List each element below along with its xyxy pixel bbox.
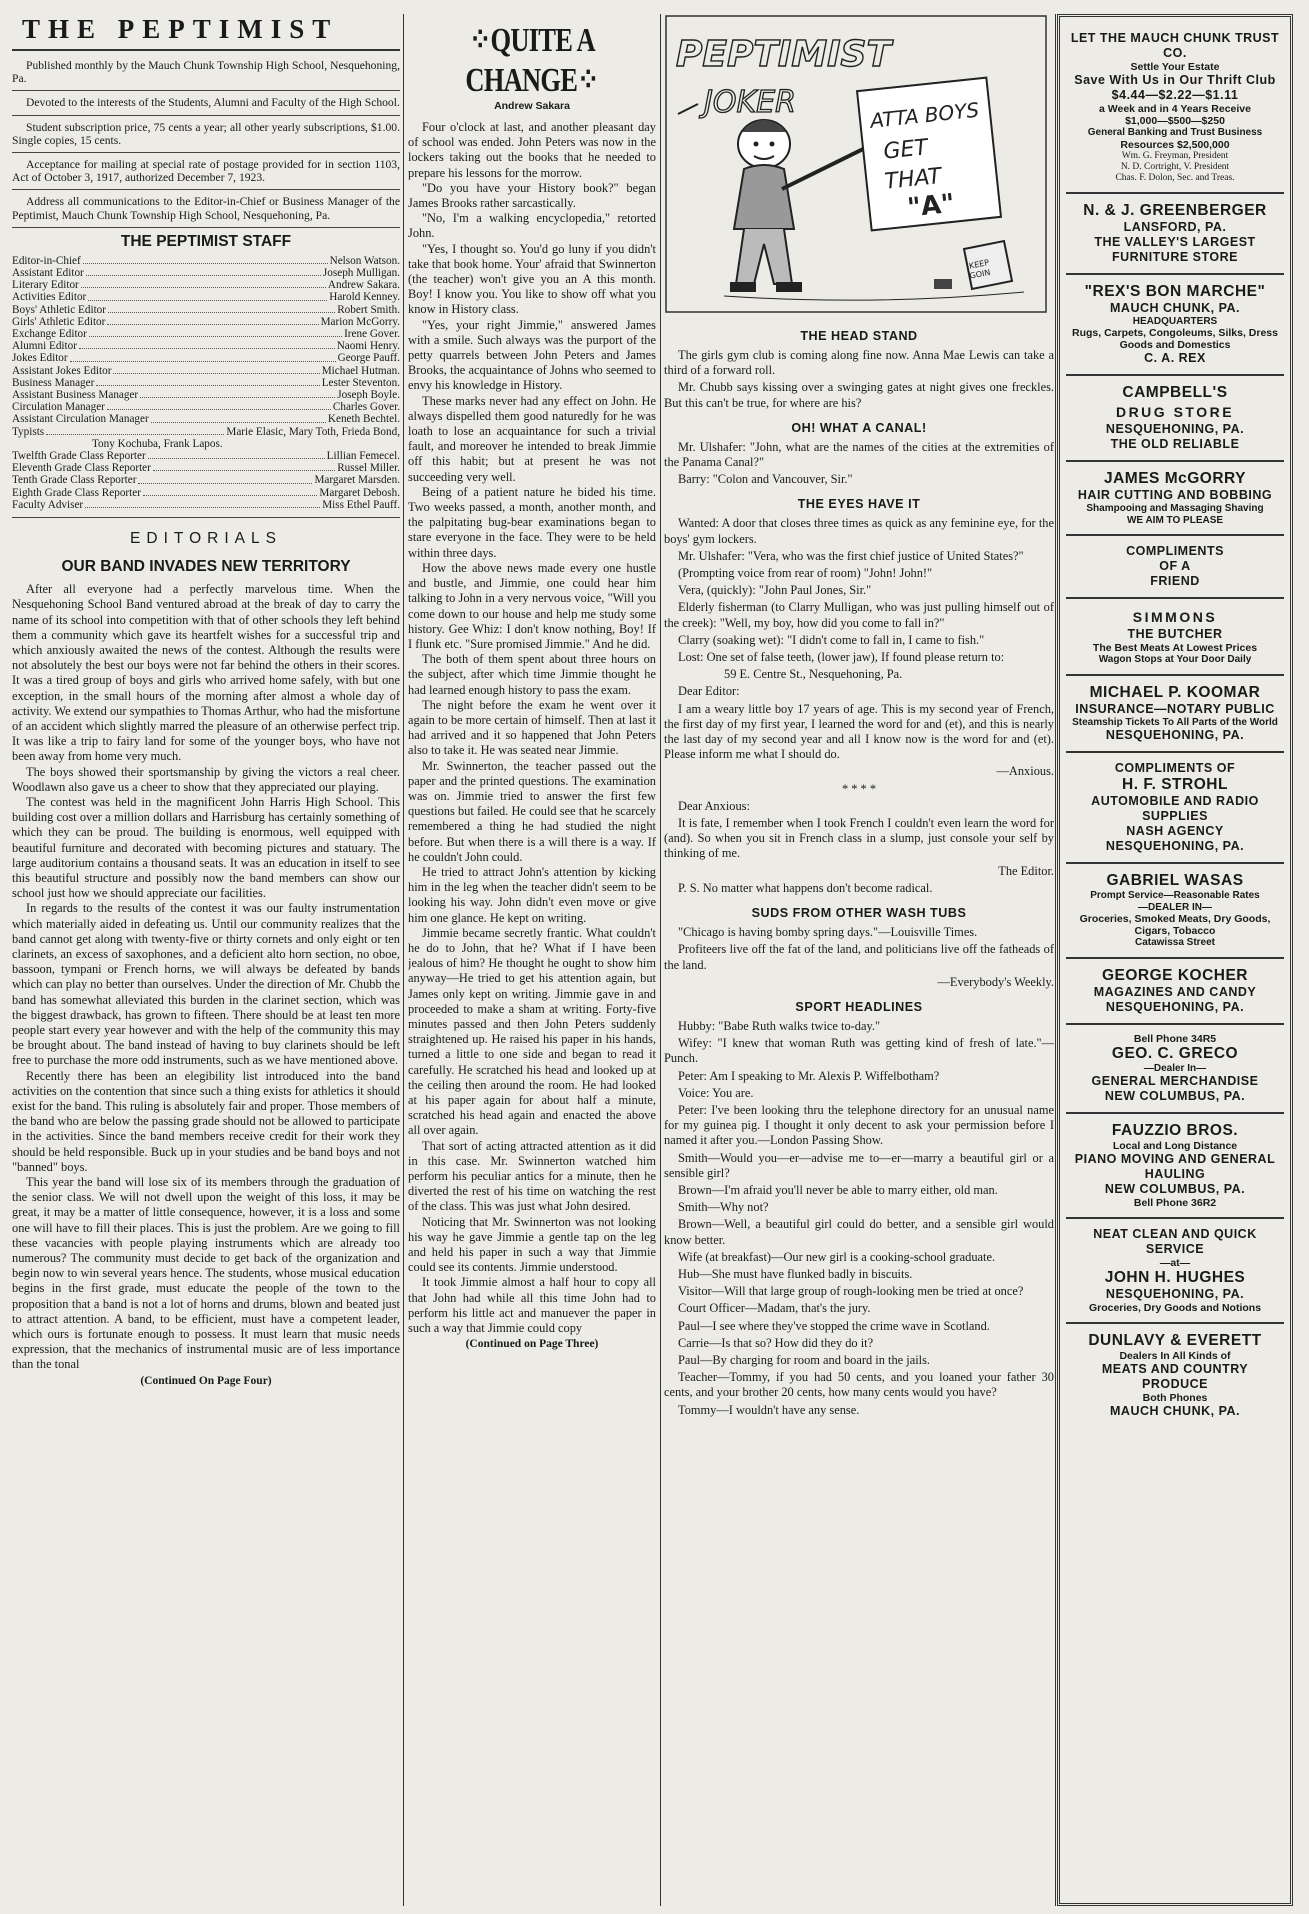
staff-leader: [140, 397, 335, 398]
ad-line: INSURANCE—NOTARY PUBLIC: [1075, 701, 1275, 716]
jokes-heading: THE HEAD STAND: [800, 329, 918, 343]
svg-text:GOIN: GOIN: [968, 267, 992, 281]
staff-name: Miss Ethel Pauff.: [322, 498, 400, 511]
ad-line: OF A: [1159, 559, 1191, 573]
ad-greenberger: [1066, 192, 1284, 273]
staff-role: Girls' Athletic Editor: [12, 315, 106, 328]
ad-line: FURNITURE STORE: [1111, 249, 1239, 264]
story-paragraph: He tried to attract John's attention by kicking him in the leg when the teacher didn't seem to be looking his way. John didn't even move or give him one glance. He kept on writing.: [408, 864, 656, 925]
staff-heading: THE PEPTIMIST STAFF: [120, 232, 292, 250]
ad-line: Save With Us in Our Thrift Club: [1074, 73, 1276, 87]
joker-cartoon: [664, 14, 1048, 314]
ad-koomar: [1066, 674, 1284, 752]
postage-note: Acceptance for mailing at special rate of postage provided for in section 1103, Act of October 3, 1917, authorized December 7, 1923.: [12, 158, 400, 185]
staff-name: Robert Smith.: [337, 303, 400, 316]
story-paragraph: The both of them spent about three hours on the subject, after which time Jimmie thought he had learned enough history to pass the exam.: [408, 652, 656, 697]
joke-line: Lost: One set of false teeth, (lower jaw), If found please return to:: [678, 650, 1005, 665]
staff-name: Tony Kochuba, Frank Lapos.: [92, 437, 223, 450]
staff-name: Lester Steventon.: [321, 376, 400, 389]
column-jokes: [664, 14, 1054, 1906]
staff-name: Irene Gover.: [344, 328, 400, 341]
ad-line: NESQUEHONING, PA.: [1105, 839, 1245, 853]
staff-row: [12, 352, 400, 364]
staff-leader: [138, 483, 312, 484]
ad-line: THE BUTCHER: [1127, 627, 1223, 641]
staff-name: Joseph Mulligan.: [322, 267, 400, 280]
editorial-paragraph: After all everyone had a perfectly marvelous time. When the Nesquehoning School Band ventured abroad at the break of day to carry the name of its school into competition with that of other schools they left behind them a community which gave its heartfelt wishes for a successful trip and which anxiously awaited the news of the contest. Although the results were not absolutely the best our boys were not far behind the others in their scores. It was a tired group of boys and girls who arrived home safely, with but one exception, in the small hours of the morning after almost a whole day of activity. We extend our sympathies to Thomas Arthur, who had the misfortune of an accident which slightly marred the pleasure of an otherwise perfect trip. It was like a trip to fairy land for some of the younger boys, who have not been away from home very much.: [12, 582, 400, 764]
masthead-info: [12, 59, 400, 222]
column-story: [408, 14, 656, 1906]
story-paragraph: "Yes, your right Jimmie," answered James with a smile. Such always was the purport of the petty quarrels between John Peters and James Brooks, the acquaintance of Johns who seemed to envy his knowledge in History.: [408, 317, 656, 393]
joke-line: Brown—Well, a beautiful girl could do better, and a sensible girl would know better.: [664, 1217, 1054, 1247]
ad-simmons: [1066, 597, 1284, 674]
ad-line: AUTOMOBILE AND RADIO SUPPLIES: [1091, 794, 1259, 823]
staff-leader: [85, 507, 320, 508]
staff-name: Charles Gover.: [332, 401, 400, 414]
joke-line: Voice: You are.: [678, 1085, 754, 1100]
joke-line: Wifey: "I knew that woman Ruth was getting kind of fresh of late."—Punch.: [664, 1036, 1054, 1066]
ad-friend: [1066, 534, 1284, 597]
ad-trust: [1066, 23, 1284, 192]
joke-line: Dear Anxious:: [678, 798, 750, 813]
ad-dunlavy: [1066, 1322, 1284, 1427]
ad-line: $4.44—$2.22—$1.11: [1111, 88, 1239, 102]
publication-note: Published monthly by the Mauch Chunk Township High School, Nesquehoning, Pa.: [12, 59, 400, 86]
staff-leader: [81, 287, 326, 288]
staff-name: Nelson Watson.: [329, 254, 400, 267]
staff-leader: [151, 422, 326, 423]
joke-line: Tommy—I wouldn't have any sense.: [678, 1402, 860, 1417]
ad-line: FAUZZIO BROS.: [1111, 1122, 1239, 1139]
joke-line: I am a weary little boy 17 years of age. This is my second year of French, the first day of my first year, I learned the word for and (et), and this is nearly the last day of my second year and all I know now is the word for and (et). Please inform me what I should do.: [664, 701, 1054, 762]
joke-line: Teacher—Tommy, if you had 50 cents, and you loaned your father 30 cents, and your brother 20 cents, how many cents would you have?: [664, 1370, 1054, 1400]
joke-line: Paul—I see where they've stopped the crime wave in Scotland.: [678, 1318, 990, 1333]
joke-line: Dear Editor:: [678, 684, 740, 699]
joke-line: "Chicago is having bomby spring days."—Louisville Times.: [678, 925, 978, 940]
staff-list: [12, 255, 400, 511]
staff-name: Marion McGorry.: [320, 315, 400, 328]
staff-row: [12, 340, 400, 352]
staff-leader: [86, 275, 321, 276]
ad-line: C. A. REX: [1144, 351, 1206, 365]
joke-line: Visitor—Will that large group of rough-looking men be tried at once?: [678, 1284, 1024, 1299]
ad-line: —Dealer In—: [1143, 1062, 1207, 1074]
joke-line: P. S. No matter what happens don't become radical.: [678, 880, 933, 895]
ad-line: Local and Long Distance: [1112, 1140, 1238, 1152]
staff-leader: [143, 495, 317, 496]
ad-line: PIANO MOVING AND GENERAL HAULING: [1074, 1152, 1276, 1181]
column-masthead-editorials: [12, 14, 400, 1906]
ad-line: FRIEND: [1150, 574, 1200, 588]
joke-line: Clarry (soaking wet): "I didn't come to fall in, I came to fish.": [678, 632, 985, 647]
joke-heading: OH! WHAT A CANAL!: [791, 420, 927, 435]
joke-line: Mr. Ulshafer: "John, what are the names of the cities at the extremities of the Panama Canal?": [664, 439, 1054, 470]
joke-line: Carrie—Is that so? How did they do it?: [678, 1335, 874, 1350]
staff-name: Naomi Henry.: [336, 340, 400, 353]
staff-role: Assistant Jokes Editor: [12, 364, 112, 377]
editorial-paragraph: In regards to the results of the contest it was our faulty instrumentation which materially aided in defeating us. Until our community realizes that the band cannot get along with twenty-five or thirty cornets and only eight or ten clarinets, an excess of saxophones, and a deficient alto horn section, no oboe, bassoon, tympani or French horns, we will always be defeated by bands which can play no better than ourselves. Under the direction of Mr. Chubb the band has somewhat alleviated this burden in the clarinet section, which was the biggest drawback, has grown to fifteen. There should be at least ten more people start every year however and with the help of the community this may be brought about. The band instead of having to buy clarinets should be left free to purchase the more odd instruments, such as we have mentioned above.: [12, 901, 400, 1068]
staff-role: Exchange Editor: [12, 328, 87, 341]
staff-role: Editor-in-Chief: [12, 254, 81, 267]
ad-line: Wm. G. Freyman, President: [1121, 150, 1229, 161]
ad-line: NESQUEHONING, PA.: [1105, 728, 1245, 742]
ad-line: NESQUEHONING, PA.: [1105, 1287, 1245, 1301]
advertisements: [1057, 14, 1293, 1906]
story-title: ⁘QUITE A CHANGE⁘: [465, 22, 599, 99]
ad-line: NESQUEHONING, PA.: [1105, 422, 1245, 436]
ad-line: NEW COLUMBUS, PA.: [1104, 1089, 1246, 1103]
staff-row: [12, 328, 400, 340]
ad-line: THE OLD RELIABLE: [1110, 437, 1240, 451]
cartoon-title: PEPTIMIST: [676, 34, 892, 75]
address-note: Address all communications to the Editor-in-Chief or Business Manager of the Peptimist, Mauch Chunk Township High School, Nesquehoning, Pa.: [12, 195, 400, 222]
story-paragraph: "No, I'm a walking encyclopedia," retorted John.: [408, 211, 656, 241]
joke-line: —Anxious.: [996, 764, 1054, 779]
joke-heading: SPORT HEADLINES: [795, 999, 923, 1014]
staff-row: [12, 438, 400, 450]
staff-row: [12, 255, 400, 267]
ad-line: N. & J. GREENBERGER: [1083, 201, 1267, 219]
staff-row: [12, 462, 400, 474]
joke-line: Elderly fisherman (to Clarry Mulligan, who was just pulling himself out of the creek): "Well, my boy, how did you come to fall in?": [664, 600, 1054, 630]
story-paragraph: "Do you have your History book?" began James Brooks rather sarcastically.: [408, 180, 656, 211]
ad-line: SIMMONS: [1132, 609, 1218, 625]
staff-role: Assistant Circulation Manager: [12, 413, 149, 426]
staff-name: George Pauff.: [337, 352, 400, 365]
staff-role: Boys' Athletic Editor: [12, 303, 106, 316]
story-body: [408, 120, 656, 1336]
story-paragraph: How the above news made every one hustle and bustle, and Jimmie, one could hear him talking to John in a very nervous voice, "Will you come down to our house and help me study some history. Gee Whiz: I don't know nothing, Boy! If I flunk etc. "Sure promised Jimmie." And he did.: [408, 560, 656, 651]
ad-line: GABRIEL WASAS: [1106, 872, 1244, 889]
ad-wasas: [1066, 862, 1284, 957]
joke-line: Brown—I'm afraid you'll never be able to marry either, old man.: [678, 1182, 998, 1197]
staff-name: Michael Hutman.: [321, 364, 400, 377]
editorial-paragraph: Recently there has been an elegibility list introduced into the band activities on the contention that since such a thing exists for athletics it should exist for the band. This ruling is absolutely fair and proper. Those members of the band who are below the passing grade should not be allowed to participate in the activities. Since the band members receive credit for their work they should be held responsible. Buck up in your studies and be band boys and not "banned" boys.: [12, 1068, 400, 1174]
staff-row: [12, 316, 400, 328]
ad-line: General Banking and Trust Business: [1087, 127, 1263, 138]
staff-leader: [107, 409, 331, 410]
staff-role: Business Manager: [12, 376, 95, 389]
ad-line: Rugs, Carpets, Congoleums, Silks, Dress Goods and Domestics: [1072, 327, 1278, 351]
joke-heading: THE EYES HAVE IT: [797, 497, 921, 512]
story-paragraph: It took Jimmie almost a half hour to copy all that John had while all this time John had to perform his little act and manuever the paper in such a way that Jimmie could copy: [408, 1275, 656, 1336]
ad-line: —DEALER IN—: [1138, 901, 1212, 913]
svg-text:KEEP: KEEP: [968, 258, 990, 271]
story-continued: (Continued on Page Three): [465, 1338, 599, 1351]
subscription-note: Student subscription price, 75 cents a year; all other yearly subscriptions, $1.00. Single copies, 15 cents.: [12, 120, 400, 147]
staff-row: [12, 267, 400, 279]
joke-line: Paul—By charging for room and board in the jails.: [678, 1352, 931, 1367]
ad-line: HEADQUARTERS: [1132, 315, 1218, 327]
ad-line: JAMES McGORRY: [1103, 470, 1246, 487]
ad-line: —at—: [1159, 1257, 1191, 1269]
story-paragraph: Jimmie became secretly frantic. What couldn't he do to John, that he? What if I have been jealous of him? He thought he ought to show him anyway—He tried to get his attention again, but James only kept on writing. Jimmie gave in and proceeded to make a sham at writing. Forty-five minutes passed and then John Peters suddenly straightened up. He raised his paper in his hands, turned a little to one side and began to read it carefully. He scratched his head and looked up at the ceiling then around the room. He had looked at his paper again for about half a minute, scratched his head again and enacted the above all over again.: [408, 925, 656, 1138]
ad-line: NASH AGENCY: [1126, 824, 1224, 838]
ad-line: GENERAL MERCHANDISE: [1091, 1074, 1259, 1088]
ad-line: JOHN H. HUGHES: [1104, 1269, 1246, 1286]
staff-role: Eleventh Grade Class Reporter: [12, 462, 151, 475]
ad-line: MICHAEL P. KOOMAR: [1089, 683, 1261, 701]
ad-line: CAMPBELL'S: [1122, 384, 1228, 401]
staff-role: Tenth Grade Class Reporter: [12, 474, 137, 487]
ad-line: Resources $2,500,000: [1120, 138, 1230, 151]
svg-text:ATTA BOYS: ATTA BOYS: [868, 97, 981, 133]
ad-line: HAIR CUTTING AND BOBBING: [1077, 488, 1273, 502]
staff-name: Harold Kenney.: [329, 291, 400, 304]
joke-line: Peter: I've been looking thru the telephone directory for an unusual name for my guinea pig. I thought it only decent to ask your permission before I named it after you.—London Passing Show.: [664, 1102, 1054, 1148]
ad-line: $1,000—$500—$250: [1125, 115, 1225, 127]
story-paragraph: "Yes, I thought so. You'd go luny if you didn't take that book home. Your' afraid that Swinnerton (the teacher) won't give you an A this month. Boy! I know you. You like to show off what you know in History class.: [408, 241, 656, 317]
ad-line: Settle Your Estate: [1130, 61, 1220, 73]
ad-line: N. D. Cortright, V. President: [1120, 161, 1230, 172]
ad-line: NESQUEHONING, PA.: [1105, 999, 1245, 1014]
staff-row: [12, 389, 400, 401]
editorial-paragraph: The boys showed their sportsmanship by giving the victors a real cheer. Woodlawn also gave us a cheer to show that they appreciated our playing.: [12, 764, 400, 794]
joke-line: Smith—Why not?: [678, 1200, 769, 1215]
staff-leader: [148, 458, 325, 459]
staff-name: Joseph Boyle.: [337, 389, 400, 402]
ad-line: Bell Phone 36R2: [1133, 1197, 1217, 1209]
joke-line: It is fate, I remember when I took French I couldn't even learn the word for (and). So when you sit in French class in a slump, just console your self by thinking of me.: [664, 816, 1054, 861]
ad-line: THE VALLEY'S LARGEST: [1094, 234, 1256, 249]
staff-row: [12, 401, 400, 413]
editorial-paragraph: The contest was held in the magnificent John Harris High School. This building cost over a million dollars and Harrisburg has certainly something of which they can be proud. The building is enormous, well equipped with beautiful furniture and decorated with becoming pictures and statuary. The large auditorium contains a thousand seats. It was an education in itself to see this beautiful structure and possibly now the band members can show our school just how we should appreciate our facilities.: [12, 794, 400, 901]
ad-line: a Week and in 4 Years Receive: [1099, 103, 1251, 115]
column-ads: [1057, 14, 1293, 1906]
staff-role: Circulation Manager: [12, 401, 105, 414]
ad-line: Chas. F. Dolon, Sec. and Treas.: [1115, 172, 1235, 183]
editorial-continued: (Continued On Page Four): [140, 1374, 272, 1387]
staff-leader: [88, 300, 327, 301]
joke-line: * * * *: [841, 781, 877, 796]
ad-line: Groceries, Smoked Meats, Dry Goods, Cigars, Tobacco: [1079, 913, 1271, 937]
svg-text:THAT: THAT: [883, 163, 943, 195]
ad-line: Shampooing and Massaging Shaving: [1086, 503, 1264, 514]
staff-name: Lillian Femecel.: [326, 450, 400, 463]
joke-line: (Prompting voice from rear of room) "John! John!": [678, 566, 933, 581]
staff-role: Literary Editor: [12, 279, 79, 292]
staff-leader: [108, 312, 335, 313]
ad-line: COMPLIMENTS OF: [1114, 761, 1236, 775]
staff-role: Alumni Editor: [12, 340, 77, 353]
joke-line: 59 E. Centre St., Nesquehoning, Pa.: [724, 667, 903, 682]
ad-line: H. F. STROHL: [1122, 776, 1228, 793]
masthead-title: THE PEPTIMIST: [12, 14, 400, 51]
staff-row: [12, 426, 400, 438]
ad-line: The Best Meats At Lowest Prices: [1092, 642, 1258, 654]
staff-role: Faculty Adviser: [12, 498, 84, 511]
joke-line: Vera, (quickly): "John Paul Jones, Sir.": [678, 583, 872, 598]
ad-campbell: [1066, 374, 1284, 460]
editorial-title: OUR BAND INVADES NEW TERRITORY: [61, 558, 351, 576]
staff-leader: [96, 385, 319, 386]
ad-kocher: [1066, 957, 1284, 1023]
staff-row: [12, 450, 400, 462]
ad-line: MAUCH CHUNK, PA.: [1110, 300, 1240, 315]
story-paragraph: Being of a patient nature he bided his time. Two weeks passed, a month, another month, and the palpitating bug-bear examinations began to stare everyone in the face. They were to be held within three days.: [408, 484, 656, 560]
ad-fauzzio: [1066, 1112, 1284, 1217]
sign-board-icon: [857, 78, 1001, 231]
ad-line: Catawissa Street: [1134, 937, 1216, 948]
story-paragraph: The night before the exam he went over it again to be more certain of himself. Then at last it had arrived and it so happened that John Peters also to take it. He was seated near Jimmie.: [408, 697, 656, 758]
ad-rex: [1066, 273, 1284, 375]
ad-line: LET THE MAUCH CHUNK TRUST CO.: [1070, 31, 1280, 60]
staff-role: Assistant Business Manager: [12, 389, 139, 402]
joke-line: Hubby: "Babe Ruth walks twice to-day.": [678, 1018, 881, 1033]
staff-leader: [46, 434, 224, 435]
staff-leader: [107, 324, 318, 325]
ad-line: MAGAZINES AND CANDY: [1093, 984, 1257, 999]
staff-role: Twelfth Grade Class Reporter: [12, 450, 146, 463]
joke-line: Mr. Ulshafer: "Vera, who was the first chief justice of United States?": [678, 548, 1024, 563]
ad-line: WE AIM TO PLEASE: [1126, 514, 1224, 526]
joke-line: Peter: Am I speaking to Mr. Alexis P. Wiffelbotham?: [678, 1068, 940, 1083]
svg-text:GET: GET: [882, 135, 930, 165]
staff-name: Keneth Bechtel.: [327, 413, 400, 426]
staff-name: Marie Elasic, Mary Toth, Frieda Bond,: [226, 425, 400, 438]
ad-line: NEW COLUMBUS, PA.: [1104, 1182, 1246, 1196]
staff-row: [12, 291, 400, 303]
story-paragraph: Four o'clock at last, and another pleasant day of school was ended. John Peters was now in the lockers taking out the books that he needed to prepare his lessons for the morrow.: [408, 120, 656, 180]
ad-line: NEAT CLEAN AND QUICK SERVICE: [1093, 1227, 1257, 1256]
staff-row: [12, 474, 400, 486]
editorial-body: [12, 582, 400, 1373]
staff-row: [12, 377, 400, 389]
joke-line: Barry: "Colon and Vancouver, Sir.": [678, 472, 853, 487]
story-paragraph: Noticing that Mr. Swinnerton was not looking his way he gave Jimmie a gentle tap on the leg and held his paper in such a way that Jimmie could see its contents. Jimmie understood.: [408, 1214, 656, 1275]
editorial-paragraph: This year the band will lose six of its members through the graduation of the senior class. We will not dwell upon the weight of this loss, it may be great, it may be a matter of little consequence, however, it is a loss and some one will have to fill their places. This is just the problem. Are we going to fill these vacancies with people playing instruments which are already too numerous? The community must decide to get back of the organization and begin now to win several years hence. The students, whose musical education begins in the first grade, must educate the people of the town to the proposition that a band is not a lot of horns and drums, blown and beated just to attract attention. A band, to be efficient, must have a competent leader, which ours is fortunate enough to possess. It must learn that music needs expression, that the mechanics of instrumental music are of less importance than the tonal: [12, 1175, 400, 1372]
joke-line: Profiteers live off the fat of the land, and politicians live off the fatheads of the land.: [664, 942, 1054, 972]
ad-line: Both Phones: [1142, 1392, 1208, 1404]
staff-leader: [70, 361, 336, 362]
joke-heading: SUDS FROM OTHER WASH TUBS: [751, 906, 967, 921]
staff-row: [12, 499, 400, 511]
ad-line: COMPLIMENTS: [1126, 544, 1224, 558]
ad-line: GEORGE KOCHER: [1101, 966, 1248, 984]
ad-line: "REX'S BON MARCHE": [1084, 282, 1266, 300]
cartoon-subtitle: JOKER: [704, 85, 796, 120]
joke-line: Smith—Would you—er—advise me to—er—marry a beautiful girl or a sensible girl?: [664, 1150, 1054, 1180]
ad-line: Prompt Service—Reasonable Rates: [1090, 890, 1260, 901]
joke-line: Hub—She must have flunked badly in biscuits.: [678, 1266, 913, 1281]
staff-role: Assistant Editor: [12, 267, 84, 280]
staff-role: Jokes Editor: [12, 352, 68, 365]
ad-line: Bell Phone 34R5: [1133, 1032, 1217, 1045]
joke-line: Mr. Chubb says kissing over a swinging gates at night gives one freckles. But this can't be true, for where are his?: [664, 380, 1054, 410]
ad-line: MEATS AND COUNTRY PRODUCE: [1101, 1362, 1249, 1391]
staff-role: Activities Editor: [12, 291, 87, 304]
staff-row: [12, 487, 400, 499]
ad-line: LANSFORD, PA.: [1123, 219, 1227, 234]
ad-mcgorry: [1066, 460, 1284, 534]
ad-line: MAUCH CHUNK, PA.: [1110, 1404, 1240, 1418]
staff-leader: [153, 470, 335, 471]
staff-row: [12, 304, 400, 316]
jokes-section: [664, 329, 1054, 1418]
story-paragraph: That sort of acting attracted attention as it did in this case. Mr. Swinnerton watched him perform his peculiar antics for a minute, then he diverted the rest of his time on watching the rest of the class. This was just what John desired.: [408, 1138, 656, 1214]
editorials-heading: EDITORIALS: [130, 530, 282, 548]
ad-line: DUNLAVY & EVERETT: [1088, 1332, 1262, 1349]
staff-role: Eighth Grade Class Reporter: [12, 486, 141, 499]
staff-leader: [83, 263, 328, 264]
joke-line: Wife (at breakfast)—Our new girl is a cooking-school graduate.: [678, 1249, 996, 1264]
svg-text:"A": "A": [906, 188, 957, 224]
staff-name: Andrew Sakara.: [327, 279, 400, 292]
story-paragraph: Mr. Swinnerton, the teacher passed out the paper and the printed questions. The examination was on. Jimmie tried to answer the first few questions but failed. He could see that he scarcely remembered a thing he had studied the night before. But when there is a will there is a way. If he couldn't John could.: [408, 758, 656, 864]
paint-bucket-icon: [934, 241, 1012, 289]
devoted-note: Devoted to the interests of the Students, Alumni and Faculty of the High School.: [26, 96, 400, 110]
ad-line: Wagon Stops at Your Door Daily: [1098, 654, 1252, 665]
joke-line: The Editor.: [998, 863, 1054, 878]
staff-leader: [89, 336, 342, 337]
ad-line: Groceries, Dry Goods and Notions: [1088, 1302, 1262, 1314]
staff-name: Margaret Debosh.: [319, 486, 400, 499]
story-paragraph: These marks never had any effect on John. He always dispelled them good naturedly for he was loath to lose an acquaintance for such a trivial fault, and moreover he intended to break Jimmie off this habit; but at present he was not succeeding very well.: [408, 393, 656, 484]
staff-role: Typists: [12, 425, 45, 438]
story-author: Andrew Sakara: [494, 100, 570, 112]
ad-line: GEO. C. GRECO: [1111, 1044, 1239, 1062]
staff-leader: [113, 373, 319, 374]
staff-row: [12, 413, 400, 425]
joke-line: Wanted: A door that closes three times as quick as any feminine eye, for the boys' gym lockers.: [664, 516, 1054, 546]
staff-leader: [79, 348, 335, 349]
ad-line: Dealers In All Kinds of: [1119, 1350, 1231, 1362]
joke-line: Court Officer—Madam, that's the jury.: [678, 1301, 871, 1316]
newspaper-page: [12, 14, 1302, 1906]
ad-strohl: [1066, 751, 1284, 862]
staff-row: [12, 279, 400, 291]
joke-line: —Everybody's Weekly.: [937, 974, 1054, 989]
ad-greco: [1066, 1023, 1284, 1113]
staff-name: Russel Miller.: [337, 462, 400, 475]
ad-hughes: [1066, 1217, 1284, 1322]
ad-line: Steamship Tickets To All Parts of the World: [1072, 716, 1278, 728]
ad-line: DRUG STORE: [1115, 404, 1235, 420]
joke-line: The girls gym club is coming along fine now. Anna Mae Lewis can take a third of a forward roll.: [664, 348, 1054, 378]
staff-name: Margaret Marsden.: [314, 474, 400, 487]
staff-row: [12, 365, 400, 377]
